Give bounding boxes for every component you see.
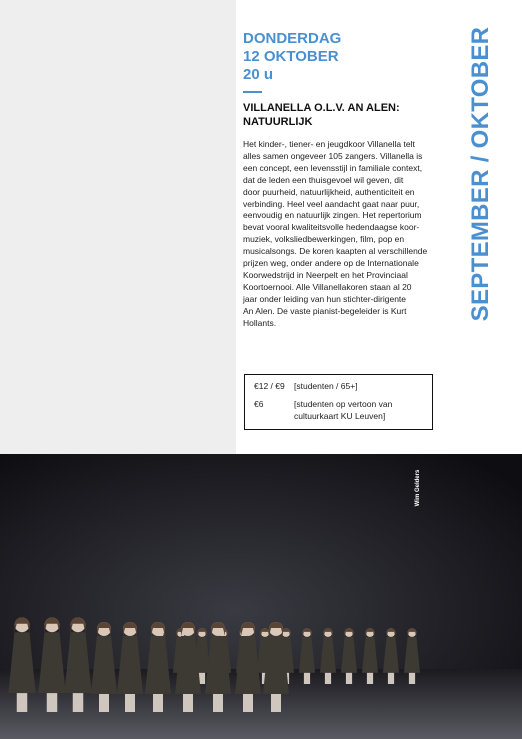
photo-credit [413, 463, 423, 513]
price-note-line: [studenten / 65+] [294, 381, 358, 391]
event-day: DONDERDAG [243, 30, 342, 47]
description-line: jaar onder leiding van hun stichter-dirigente [243, 293, 407, 304]
price-row [254, 399, 414, 422]
price-note-line: [studenten op vertoon van [294, 399, 393, 409]
price-amount: €6 [254, 399, 264, 409]
event-description [243, 139, 443, 330]
left-blank-panel [0, 0, 236, 454]
event-time: 20 u [243, 66, 274, 83]
section-label: SEPTEMBER / OKTOBER [467, 26, 494, 322]
event-title-line: VILLANELLA O.L.V. AN ALEN: [243, 102, 400, 114]
price-note [294, 399, 414, 422]
event-date-heading [243, 30, 341, 84]
description-line: door puurheid, natuurlijkheid, authenticiteit en [243, 186, 415, 197]
description-line: Koortoernooi. Alle Villanellakoren staan al 20 [243, 281, 412, 292]
description-line: An Alen. De vaste pianist-begeleider is Kurt [243, 305, 407, 316]
description-line: dat de leden een thuisgevoel wil geven, dit [243, 174, 404, 185]
price-box [244, 374, 433, 430]
choir-photo [0, 454, 522, 739]
description-line: muziek, volksliedbewerkingen, film, pop en [243, 234, 405, 245]
description-line: Het kinder-, tiener- en jeugdkoor Villanella telt [243, 139, 415, 149]
description-line: musicalsongs. De koren kaapten al verschillende [243, 246, 428, 257]
description-line: alles samen ongeveer 105 zangers. Villanella is [243, 150, 423, 161]
description-line: Hollants. [243, 317, 277, 328]
event-date: 12 OKTOBER [243, 48, 339, 65]
event-title [243, 101, 443, 129]
description-line: prijzen weg, onder andere op de Internationale [243, 258, 419, 269]
description-line: eenvoudig en natuurlijk zingen. Het repertorium [243, 210, 422, 221]
description-line: verbinding. Heel veel aandacht gaat naar puur, [243, 198, 420, 209]
description-line: een concept, een levensstijl in familiale context, [243, 162, 423, 173]
price-amount: €12 / €9 [254, 381, 285, 391]
event-title-line: NATUURLIJK [243, 116, 313, 128]
price-row [254, 381, 414, 393]
price-note [294, 381, 414, 393]
section-label-band [456, 28, 506, 320]
photo-credit-text: Wim Gelders [415, 469, 421, 507]
price-note-line: cultuurkaart KU Leuven] [294, 410, 386, 421]
description-line: Koorwedstrijd in Neerpelt en het Provinciaal [243, 269, 408, 280]
description-line: bevat vooral kwaliteitsvolle hedendaagse koor- [243, 222, 420, 233]
accent-rule [243, 91, 262, 93]
